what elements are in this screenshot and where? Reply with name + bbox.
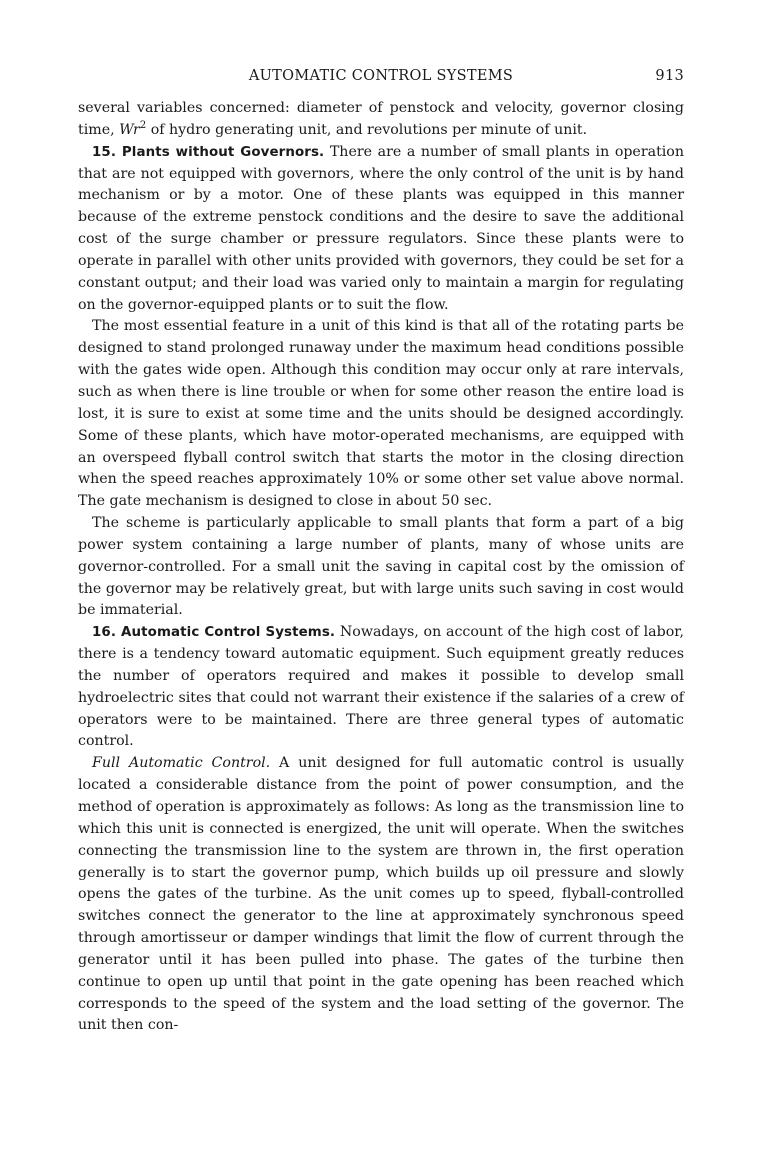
wr-exponent: 2 bbox=[139, 119, 147, 131]
book-page bbox=[78, 68, 684, 1037]
running-head bbox=[78, 68, 684, 90]
paragraph-continued bbox=[78, 98, 684, 142]
scheme-paragraph bbox=[78, 513, 684, 622]
section-heading-15: 15. Plants without Governors. bbox=[92, 144, 325, 160]
subsection-heading-full-automatic: Full Automatic Control. bbox=[92, 755, 271, 772]
paragraph-text: A unit designed for full automatic control is usually located a considerable distance from the point of power consumption, and the method of operation is approximately as follows: As long as the transmission line to which this unit is connected is energized, the unit will operate. When the switches connecting the transmission line to the system are thrown in, the first operation generally is to start the governor pump, which builds up oil pressure and slowly opens the gates of the turbine. As the unit comes up to speed, flyball-controlled switches connect the generator to the line at approximately synchronous speed through amortisseur or damper windings that limit the flow of current through the generator until it has been pulled into phase. The gates of the turbine then continue to open up until that point in the gate opening has been reached which corresponds to the speed of the system and the load setting of the governor. The unit then con- bbox=[78, 755, 684, 1034]
section-16-paragraph bbox=[78, 622, 684, 753]
running-head-title: AUTOMATIC CONTROL SYSTEMS bbox=[248, 68, 514, 84]
page-body bbox=[78, 98, 684, 1037]
wr-symbol: Wr bbox=[119, 121, 140, 138]
runaway-paragraph bbox=[78, 316, 684, 513]
paragraph-text: The most essential feature in a unit of this kind is that all of the rotating parts be designed to stand prolonged runaway under the maximum head conditions possible with the gates wide open. Although this condition may occur only at rare intervals, such as when there is line trouble or when for some other reason the entire load is lost, it is sure to exist at some time and the units should be designed accordingly. Some of these plants, which have motor-operated mechanisms, are equipped with an overspeed flyball control switch that starts the motor in the closing direction when the speed reaches approximately 10% or some other set value above normal. The gate mechanism is designed to close in about 50 sec. bbox=[78, 318, 684, 510]
page-number: 913 bbox=[655, 68, 684, 84]
paragraph-text: several variables concerned: diameter of penstock and velocity, governor closing time, bbox=[78, 100, 684, 138]
paragraph-text: Nowadays, on account of the high cost of labor, there is a tendency toward automatic equipment. Such equipment greatly reduces the number of operators required and makes it possible to develop small hydroelectric sites that could not warrant their existence if the salaries of a crew of operators were to be maintained. There are three general types of automatic control. bbox=[78, 624, 684, 750]
paragraph-text: of hydro generating unit, and revolutions per minute of unit. bbox=[146, 121, 588, 138]
section-heading-16: 16. Automatic Control Systems. bbox=[92, 625, 336, 641]
paragraph-text: There are a number of small plants in operation that are not equipped with governors, where the only control of the unit is by hand mechanism or by a motor. One of these plants was equipped in this manner because of the extreme penstock conditions and the desire to save the additional cost of the surge chamber or pressure regulators. Since these plants were to operate in parallel with other units provided with governors, they could be set for a constant output; and their load was varied only to maintain a margin for regulating on the governor-equipped plants or to suit the flow. bbox=[78, 143, 684, 313]
full-automatic-paragraph bbox=[78, 753, 684, 1037]
paragraph-text: The scheme is particularly applicable to small plants that form a part of a big power system containing a large number of plants, many of whose units are governor-controlled. For a small unit the saving in capital cost by the omission of the governor may be relatively great, but with large units such saving in cost would be immaterial. bbox=[78, 515, 684, 619]
section-15-paragraph bbox=[78, 142, 684, 317]
